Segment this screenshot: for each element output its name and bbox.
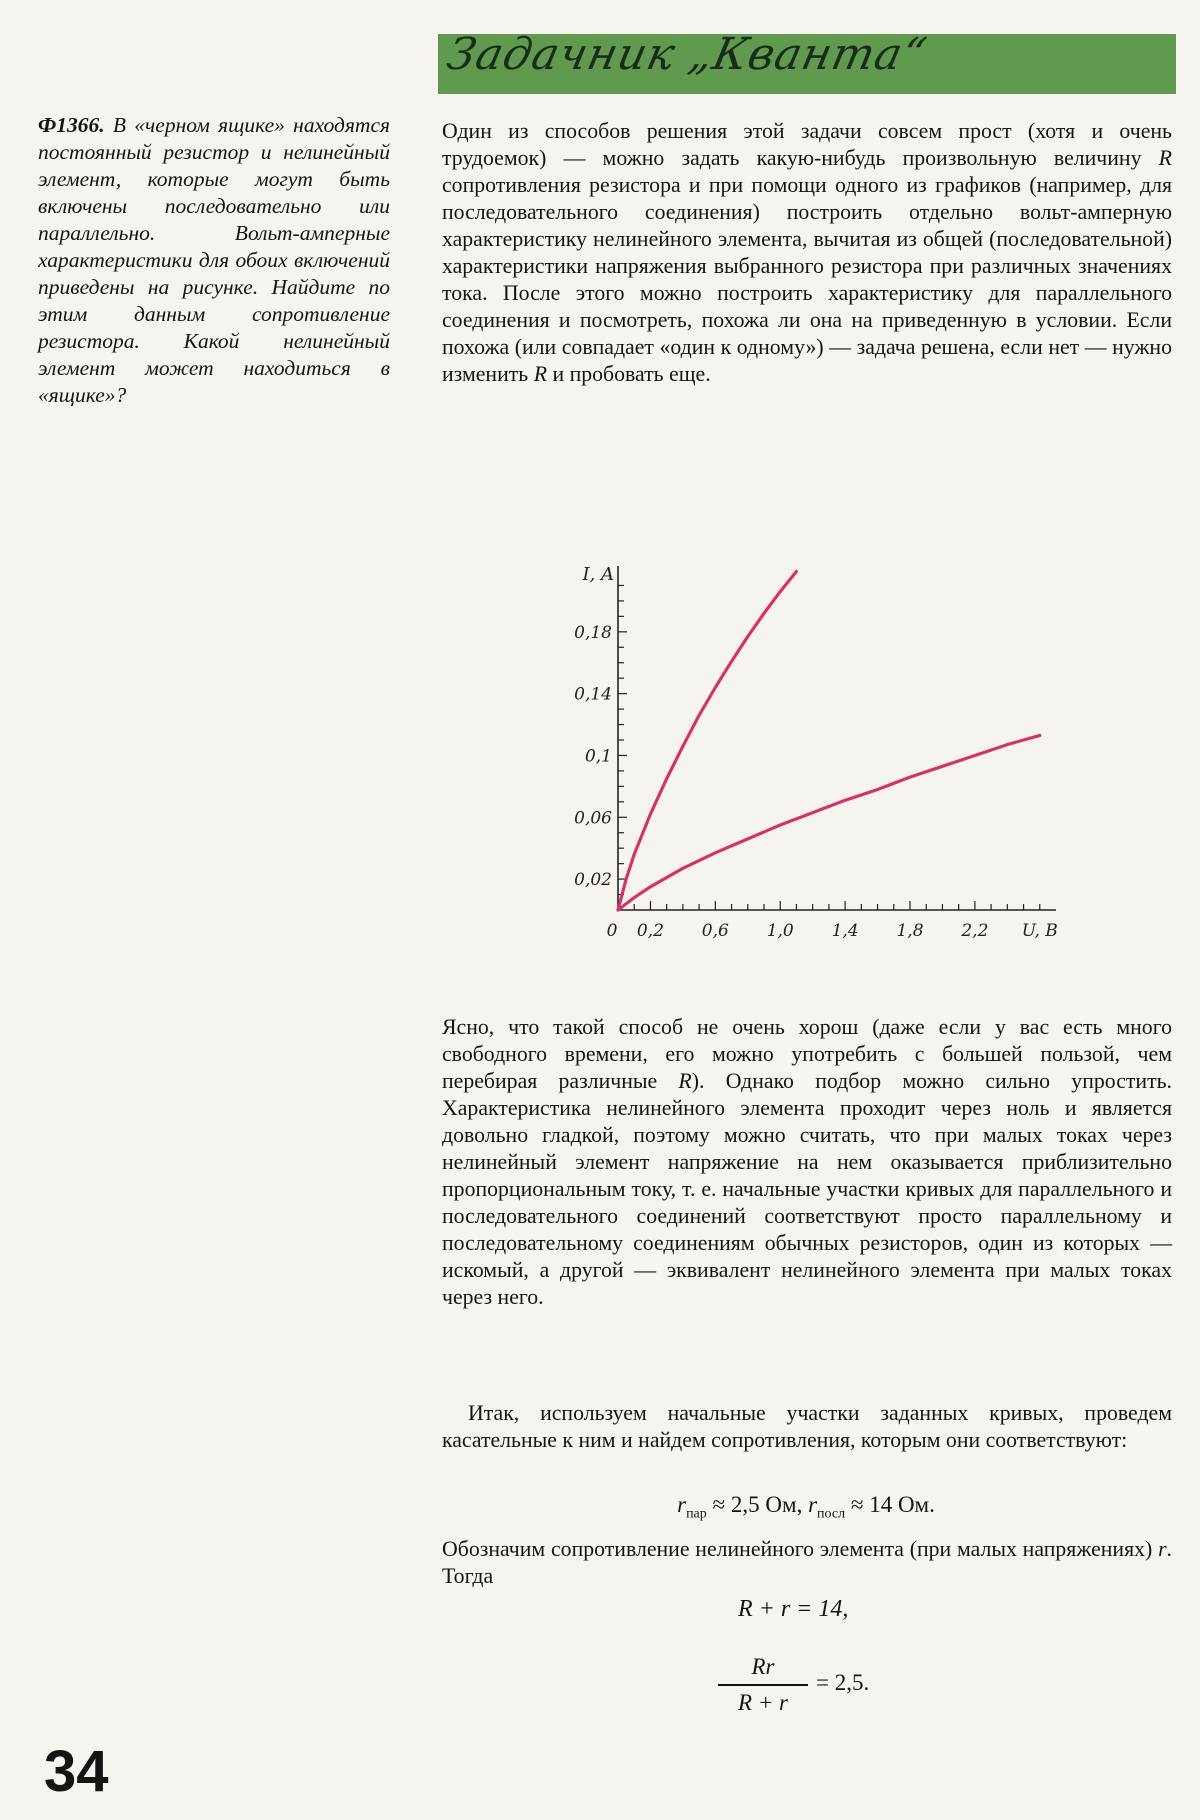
iv-chart — [548, 548, 1058, 958]
x-tick-label: 0 — [606, 921, 618, 941]
x-axis-label: U, B — [1021, 921, 1058, 941]
x-tick-label: 1,8 — [896, 921, 924, 941]
curve-series — [618, 735, 1040, 910]
formula-sum: R + r = 14, — [738, 1596, 849, 1622]
fraction-denominator: R + r — [737, 1690, 789, 1715]
y-tick-label: 0,06 — [574, 808, 612, 829]
problem-text: В «черном ящике» находятся постоянный резистор и нелинейный элемент, которые могут быть включены последовательно или параллельно. Вольт-амперные характеристики для обоих включений приведены на рисунке. Найдите по этим данным сопротивление резистора. Какой нелинейный элемент может находиться в «ящике»? — [38, 113, 390, 407]
y-tick-label: 0,02 — [574, 870, 612, 891]
header-title: Задачник „Кванта“ — [442, 29, 932, 80]
y-tick-label: 0,14 — [574, 684, 612, 705]
solution-paragraph-3: Итак, используем начальные участки заданных кривых, проведем касательные к ним и найдем сопротивления, которым они соответствуют: — [442, 1401, 1172, 1452]
y-tick-label: 0,1 — [584, 746, 612, 767]
x-tick-label: 0,6 — [701, 921, 729, 941]
x-tick-label: 1,0 — [766, 921, 794, 941]
x-tick-label: 1,4 — [831, 921, 859, 941]
chart-curves — [618, 572, 1040, 911]
y-axis-label: I, A — [582, 564, 614, 585]
problem-number: Ф1366. — [38, 113, 105, 137]
page-number: 34 — [44, 1739, 109, 1804]
formula-parallel: Rr R + r = 2,5. — [718, 1652, 958, 1718]
y-tick-label: 0,18 — [574, 622, 612, 643]
curve-parallel — [618, 572, 796, 911]
chart-axes — [618, 566, 1056, 910]
x-tick-label: 0,2 — [636, 921, 664, 941]
solution-paragraph-2: Ясно, что такой способ не очень хорош (даже если у вас есть много свободного времени, его можно употребить с большей пользой, чем перебирая различные R). Однако подбор можно сильно упростить. Характеристика нелинейного элемента проходит через ноль и является довольно гладкой, поэтому можно считать, что при малых токах через нелинейный элемент напряжение на нем оказывается приблизительно пропорциональным току, т. е. начальные участки кривых для параллельного и последовательного соединений соответствуют просто параллельному и последовательному соединениям обычных резисторов, один из которых — искомый, а другой — эквивалент нелинейного элемента при малых токах через него. — [442, 1015, 1172, 1309]
formula-resistances: $r_{пар} \approx 2,5$ Ом, $r_{посл} \approx 14$ Ом. — [677, 1492, 935, 1522]
fraction-numerator: Rr — [751, 1654, 775, 1679]
solution-paragraph-4: Обозначим сопротивление нелинейного элемента (при малых напряжениях) r. Тогда — [442, 1537, 1172, 1588]
solution-paragraph-1: Один из способов решения этой задачи совсем прост (хотя и очень трудоемок) — можно задать какую-нибудь произвольную величину R сопротивления резистора и при помощи одного из графиков (например, для последовательного соединения) построить отдельно вольт-амперную характеристику нелинейного элемента, вычитая из общей (последовательной) характеристики напряжения выбранного резистора при различных значениях тока. После этого можно построить характеристику для параллельного соединения и посмотреть, похожа ли она на приведенную в условии. Если похожа (или совпадает «один к одному») — задача решена, если нет — нужно изменить R и пробовать еще. — [442, 119, 1172, 386]
x-tick-label: 2,2 — [961, 921, 989, 941]
problem-statement — [38, 112, 390, 409]
